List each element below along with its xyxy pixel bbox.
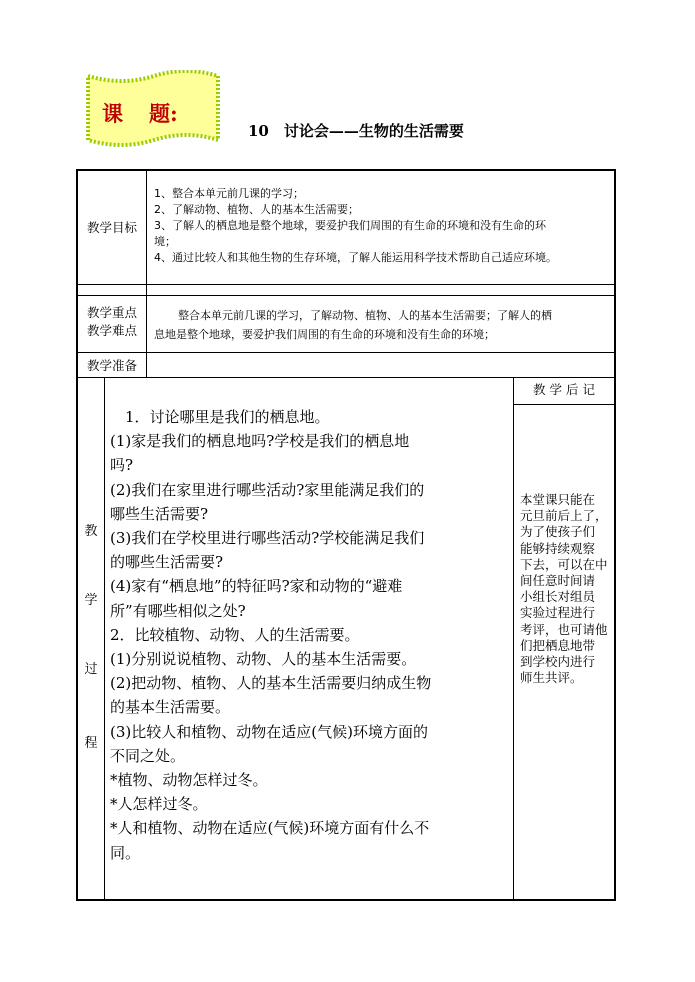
process-line: 不同之处。: [110, 746, 186, 765]
key-points-line: 整合本单元前几课的学习，了解动物、植物、人的基本生活需要；了解人的栖: [178, 309, 552, 322]
badge-char-2: 题:: [149, 101, 178, 126]
badge-char-1: 课: [102, 101, 123, 126]
afterword-line: 下去，可以在中: [520, 556, 608, 572]
key-points-label-line1: 教学重点: [86, 305, 137, 320]
goals-content: [154, 186, 614, 266]
badge-label: [102, 98, 178, 128]
process-label-char: 程: [84, 736, 98, 751]
process-line: 同。: [110, 843, 141, 862]
lesson-plan-table: [76, 169, 616, 901]
process-label-char: 过: [84, 662, 98, 677]
process-line: 的基本生活需要。: [110, 698, 231, 717]
afterword-line: 能够持续观察: [520, 540, 596, 556]
afterword-line: 们把栖息地带: [520, 637, 596, 653]
key-points-label: [78, 304, 146, 340]
afterword-header-divider: [513, 404, 616, 405]
process-line: 哪些生活需要?: [110, 504, 209, 523]
afterword-line: 实验过程进行: [520, 605, 596, 621]
key-points-label-line2: 教学难点: [86, 323, 137, 338]
key-points-content: [154, 306, 614, 344]
process-line: (2)我们在家里进行哪些活动?家里能满足我们的: [110, 480, 425, 499]
preparation-label: 教学准备: [86, 358, 137, 373]
row-divider-4: [76, 377, 616, 378]
process-line: 吗?: [110, 456, 134, 475]
process-line: (1)家是我们的栖息地吗?学校是我们的栖息地: [110, 432, 410, 451]
afterword-line: 间任意时间请: [520, 573, 596, 589]
lesson-title: 10 讨论会——生物的生活需要: [248, 122, 464, 140]
goal-line: 境；: [154, 235, 176, 248]
process-line: *人怎样过冬。: [110, 795, 208, 814]
row-divider-2: [76, 295, 616, 296]
goal-line: 4、通过比较人和其他生物的生存环境，了解人能运用科学技术帮助自己适应环境。: [154, 251, 557, 264]
process-label-divider: [104, 377, 105, 901]
afterword-line: 本堂课只能在: [520, 492, 596, 507]
process-line: (3)我们在学校里进行哪些活动?学校能满足我们: [110, 529, 425, 548]
process-line: (1)分别说说植物、动物、人的基本生活需要。: [110, 650, 417, 669]
afterword-label: 教 学 后 记: [533, 382, 595, 397]
goal-line: 3、了解人的栖息地是整个地球，要爱护我们周围的有生命的环境和没有生命的环: [154, 219, 546, 232]
afterword-line: 元旦前后上了，: [520, 508, 608, 524]
process-line: (4)家有“栖息地”的特征吗?家和动物的“避难: [110, 577, 403, 596]
table-border-right: [614, 169, 616, 901]
afterword-line: 师生共评。: [520, 670, 583, 686]
lesson-badge: [82, 70, 224, 148]
key-points-line: 息地是整个地球，要爱护我们周围的有生命的环境和没有生命的环境；: [154, 328, 495, 341]
process-label-char: 学: [84, 593, 98, 608]
table-border-top: [76, 169, 616, 171]
afterword-column-divider: [513, 377, 514, 901]
row-divider-3: [76, 352, 616, 353]
afterword-line: 为了使孩子们: [520, 524, 596, 540]
process-line: *植物、动物怎样过冬。: [110, 771, 268, 790]
goals-label: 教学目标: [86, 220, 137, 235]
process-line: 的哪些生活需要?: [110, 553, 224, 572]
process-line: (2)把动物、植物、人的基本生活需要归纳成生物: [110, 674, 432, 693]
process-line: 1．讨论哪里是我们的栖息地。: [110, 408, 330, 426]
process-line: (3)比较人和植物、动物在适应(气候)环境方面的: [110, 722, 428, 741]
goal-line: 1、整合本单元前几课的学习；: [154, 187, 304, 200]
process-label-char: 教: [84, 524, 98, 539]
process-content: [110, 405, 512, 865]
row-divider-1: [76, 284, 616, 285]
process-line: 2．比较植物、动物、人的生活需要。: [110, 625, 360, 644]
afterword-line: 到学校内进行: [520, 654, 596, 670]
afterword-line: 考评，也可请他: [520, 621, 608, 637]
afterword-line: 小组长对组员: [520, 589, 596, 605]
label-column-divider: [146, 169, 147, 377]
process-line: *人和植物、动物在适应(气候)环境方面有什么不: [110, 819, 430, 838]
table-border-bottom: [76, 899, 616, 901]
process-line: 所”有哪些相似之处?: [110, 601, 246, 620]
goal-line: 2、了解动物、植物、人的基本生活需要；: [154, 203, 359, 216]
afterword-content: [520, 492, 612, 686]
